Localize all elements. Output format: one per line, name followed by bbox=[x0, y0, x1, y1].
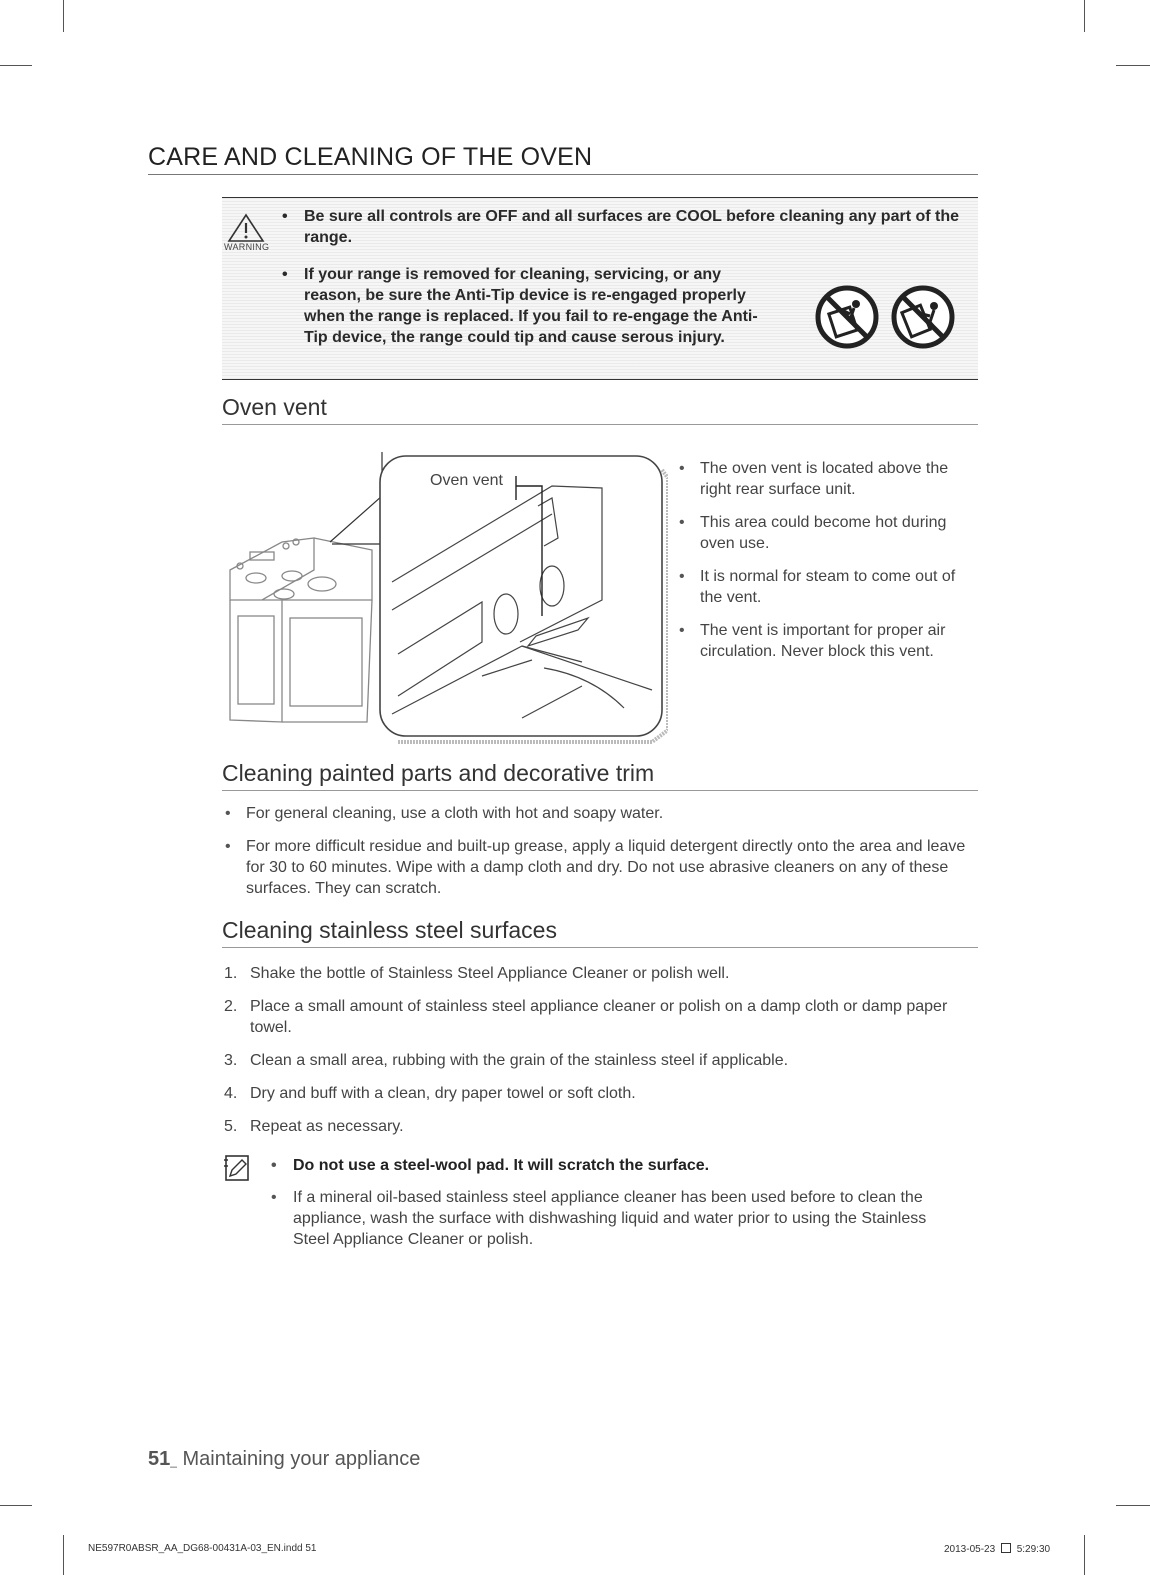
page-title: CARE AND CLEANING OF THE OVEN bbox=[148, 143, 593, 171]
note-bold: • Do not use a steel-wool pad. It will scratch the surface. bbox=[271, 1157, 710, 1174]
crop-mark bbox=[0, 65, 32, 66]
warning-triangle-icon bbox=[226, 212, 266, 244]
note-text: • If a mineral oil-based stainless steel appliance cleaner has been used before to clean the appliance, wash the surface with dishwashing liquid and water prior to using the Stainless Steel Appliance Cleaner or polish. bbox=[271, 1189, 927, 1248]
range-illustration bbox=[230, 538, 372, 722]
warning-item: • If your range is removed for cleaning, servicing, or any reason, be sure the Anti-Tip device is re-engaged properly when the range is replaced. If you fail to re-engage the Anti-Tip device, the range could tip and cause serous injury. bbox=[282, 266, 758, 346]
crop-mark bbox=[63, 0, 64, 32]
oven-vent-callout-label: Oven vent bbox=[430, 472, 503, 489]
warning-box bbox=[222, 197, 978, 380]
section-heading-oven-vent: Oven vent bbox=[222, 394, 978, 425]
bullet-icon: • bbox=[282, 208, 288, 225]
crop-mark bbox=[0, 1505, 32, 1506]
page-number: 51 bbox=[148, 1448, 171, 1470]
section-heading-stainless: Cleaning stainless steel surfaces bbox=[222, 917, 978, 948]
list-item: • For more difficult residue and built-up grease, apply a liquid detergent directly onto the area and leave for 30 to 60 minutes. Wipe with a damp cloth and dry. Do not use abrasive cleaners on any of these surfaces. They can scratch. bbox=[222, 836, 978, 899]
list-item: 3. Clean a small area, rubbing with the grain of the stainless steel if applicable. bbox=[224, 1052, 789, 1069]
list-item: 5. Repeat as necessary. bbox=[224, 1118, 404, 1135]
slug-timestamp: 2013-05-23 5:29:30 bbox=[944, 1544, 1051, 1555]
list-item: 1. Shake the bottle of Stainless Steel Appliance Cleaner or polish well. bbox=[224, 965, 730, 982]
footer-separator: _ bbox=[170, 1454, 177, 1468]
list-item: • The vent is important for proper air circulation. Never block this vent. bbox=[676, 620, 976, 662]
crop-mark bbox=[1084, 1535, 1085, 1575]
footer-section: Maintaining your appliance bbox=[182, 1448, 421, 1470]
note-pencil-icon bbox=[222, 1154, 252, 1182]
stainless-steps bbox=[222, 963, 972, 1137]
warning-label: WARNING bbox=[224, 242, 270, 252]
page-footer bbox=[148, 1448, 420, 1471]
crop-mark bbox=[1116, 1505, 1150, 1506]
anti-tip-prohibited-icon bbox=[890, 284, 956, 350]
bullet-icon: • bbox=[282, 266, 288, 283]
section-heading-painted-parts: Cleaning painted parts and decorative trim bbox=[222, 760, 978, 791]
painted-parts-bullets bbox=[222, 803, 978, 899]
anti-tip-prohibited-icon bbox=[814, 284, 880, 350]
list-item: • This area could become hot during oven use. bbox=[676, 512, 976, 554]
list-item: • The oven vent is located above the right rear surface unit. bbox=[676, 458, 976, 500]
bullet-icon: • bbox=[271, 1157, 277, 1174]
list-item: • It is normal for steam to come out of the vent. bbox=[676, 566, 976, 608]
list-item: 2. Place a small amount of stainless steel appliance cleaner or polish on a damp cloth or damp paper towel. bbox=[224, 998, 948, 1036]
warning-item: • Be sure all controls are OFF and all surfaces are COOL before cleaning any part of the range. bbox=[282, 208, 960, 246]
oven-vent-illustration bbox=[222, 450, 668, 746]
crop-mark bbox=[63, 1535, 64, 1575]
title-rule bbox=[148, 174, 978, 175]
oven-vent-bullets bbox=[676, 458, 976, 662]
crop-mark bbox=[1116, 65, 1150, 66]
list-item: 4. Dry and buff with a clean, dry paper towel or soft cloth. bbox=[224, 1085, 636, 1102]
bullet-icon: • bbox=[271, 1189, 277, 1206]
clock-icon bbox=[1001, 1543, 1011, 1553]
crop-mark bbox=[1084, 0, 1085, 32]
slug-filename: NE597R0ABSR_AA_DG68-00431A-03_EN.indd 51 bbox=[88, 1543, 317, 1554]
list-item: • For general cleaning, use a cloth with hot and soapy water. bbox=[222, 803, 978, 824]
